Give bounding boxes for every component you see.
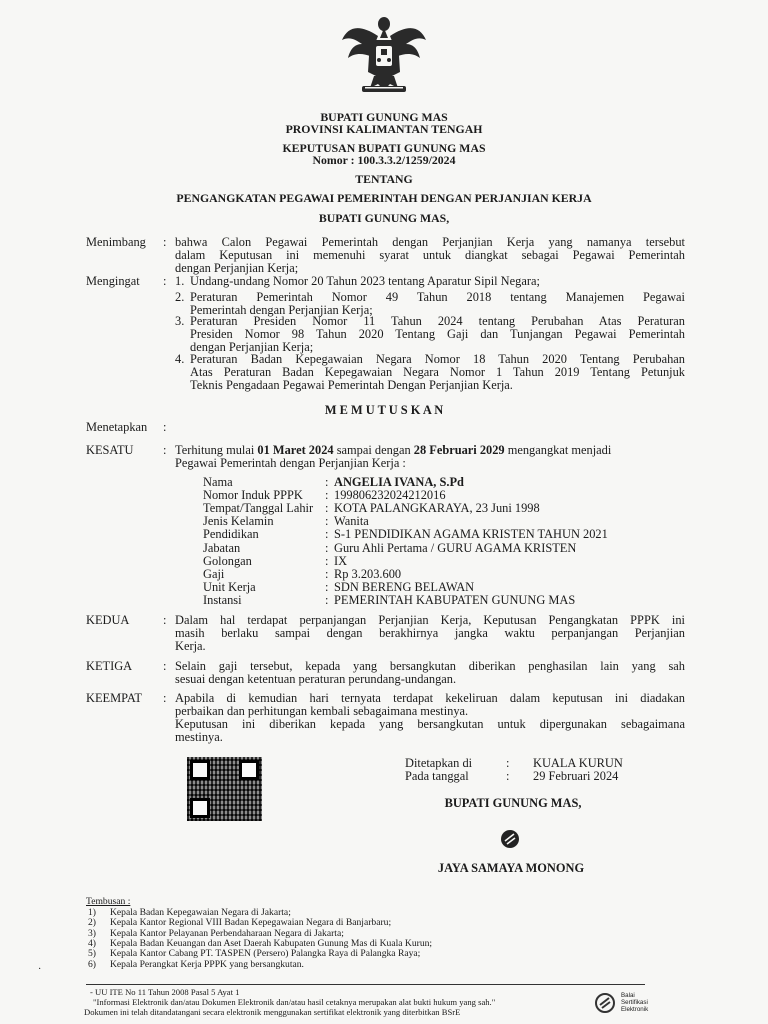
kedua-line: Kerja.	[175, 639, 206, 653]
tembusan-number: 1)	[88, 907, 96, 918]
field-label: Golongan	[203, 553, 252, 568]
menimbang-label: Menimbang	[86, 235, 146, 249]
mengingat-item: Undang-undang Nomor 20 Tahun 2023 tentang Aparatur Sipil Negara;	[190, 274, 540, 288]
field-label: Tempat/Tanggal Lahir	[203, 501, 314, 516]
qr-code	[187, 757, 262, 821]
keempat-line: mestinya.	[175, 730, 223, 744]
issuer-province: PROVINSI KALIMANTAN TENGAH	[285, 122, 483, 136]
field-colon: :	[325, 592, 329, 607]
ketiga-colon: :	[163, 659, 167, 673]
field-value: ANGELIA IVANA, S.Pd	[334, 475, 464, 489]
tembusan-number: 5)	[88, 948, 96, 960]
keempat-line: Apabila di kemudian hari ternyata terdapat kekeliruan dalam keputusan ini diadakan	[175, 691, 685, 705]
tembusan-item: Kepala Badan Keuangan dan Aset Daerah Kabupaten Gunung Mas di Kuala Kurun;	[110, 937, 433, 949]
footer-law-ref: - UU ITE No 11 Tahun 2008 Pasal 5 Ayat 1	[90, 987, 240, 997]
tembusan-number: 2)	[88, 917, 96, 929]
field-value: KOTA PALANGKARAYA, 23 Juni 1998	[334, 501, 540, 516]
mengingat-colon: :	[163, 274, 167, 288]
start-date: 01 Maret 2024	[257, 443, 334, 457]
mengingat-label: Mengingat	[86, 274, 140, 288]
field-colon: :	[325, 501, 329, 516]
decree-title: KEPUTUSAN BUPATI GUNUNG MAS	[282, 141, 486, 155]
tembusan-item: Kepala Kantor Regional VIII Badan Kepegawaian Negara di Banjarbaru;	[110, 917, 392, 929]
place-label: Ditetapkan di	[405, 756, 473, 770]
kedua-line: Dalam hal terdapat perpanjangan Perjanjian Kerja, Keputusan Pengangkatan PPPK ini	[175, 613, 685, 627]
mengingat-number: 3.	[175, 314, 185, 328]
field-colon: :	[325, 514, 329, 529]
tembusan-item: Kepala Badan Kepegawaian Negara di Jakarta;	[110, 907, 291, 918]
footer-bsre-note: Dokumen ini telah ditandatangani secara elektronik menggunakan sertifikat elektronik yang diterbitkan BSrE	[84, 1007, 461, 1017]
mengingat-item: dengan Perjanjian Kerja;	[190, 340, 314, 354]
menimbang-line: dengan Perjanjian Kerja;	[175, 261, 299, 275]
tembusan-number: 3)	[88, 927, 96, 939]
mengingat-item: Peraturan Presiden Nomor 11 Tahun 2024 tentang Perubahan Atas Peraturan	[190, 314, 685, 328]
footer-divider	[86, 984, 645, 985]
date-label: Pada tanggal	[405, 769, 469, 783]
kesatu-line2: Pegawai Pemerintah dengan Perjanjian Kerja :	[175, 456, 406, 470]
decree-number: Nomor : 100.3.3.2/1259/2024	[312, 153, 456, 167]
ketiga-label: KETIGA	[86, 659, 133, 673]
field-colon: :	[325, 579, 329, 594]
field-colon: :	[325, 540, 329, 555]
signatory-title: BUPATI GUNUNG MAS,	[444, 796, 582, 810]
bsre-logo-icon	[594, 992, 618, 1014]
field-value: IX	[334, 553, 348, 568]
electronic-signature-icon	[500, 829, 520, 849]
garuda-emblem-icon	[340, 14, 428, 98]
field-value: PEMERINTAH KABUPATEN GUNUNG MAS	[334, 592, 576, 607]
tembusan-number: 4)	[88, 937, 96, 949]
field-label: Jabatan	[203, 540, 241, 555]
field-colon: :	[325, 475, 329, 489]
kedua-line: masih berlaku sampai dengan berakhirnya jangka waktu perpanjangan Perjanjian	[175, 626, 685, 640]
tentang-heading: TENTANG	[355, 172, 413, 186]
issuer-title: BUPATI GUNUNG MAS	[320, 110, 448, 124]
field-value: Rp 3.203.600	[334, 566, 402, 581]
menimbang-colon: :	[163, 235, 167, 249]
mengingat-item: Teknis Pengadaan Pegawai Pemerintah Dengan Perjanjian Kerja.	[190, 378, 513, 392]
mengingat-item: Peraturan Pemerintah Nomor 49 Tahun 2018 tentang Manajemen Pegawai	[190, 290, 685, 304]
decree-subject: PENGANGKATAN PEGAWAI PEMERINTAH DENGAN PERJANJIAN KERJA	[176, 191, 592, 205]
field-label: Unit Kerja	[203, 579, 256, 594]
authority-line: BUPATI GUNUNG MAS,	[318, 211, 450, 225]
bsre-logo-text: Balai Sertifikasi Elektronik	[621, 992, 649, 1013]
field-colon: :	[325, 566, 329, 581]
kesatu-colon: :	[163, 443, 167, 457]
place-colon: :	[506, 756, 510, 770]
date-colon: :	[506, 769, 510, 783]
tembusan-title: Tembusan :	[86, 896, 131, 907]
ketiga-line: sesuai dengan ketentuan peraturan perundang-undangan.	[175, 672, 457, 686]
menetapkan-label: Menetapkan	[86, 420, 148, 434]
tembusan-item: Kepala Perangkat Kerja PPPK yang bersangkutan.	[110, 958, 304, 970]
field-label: Instansi	[203, 592, 242, 607]
field-label: Nama	[203, 475, 233, 489]
menimbang-line: bahwa Calon Pegawai Pemerintah dengan Perjanjian Kerja yang namanya tersebut	[175, 235, 685, 249]
field-label: Nomor Induk PPPK	[203, 488, 303, 503]
kesatu-label: KESATU	[86, 443, 134, 457]
keempat-label: KEEMPAT	[86, 691, 142, 705]
kedua-label: KEDUA	[86, 613, 130, 627]
field-value: Guru Ahli Pertama / GURU AGAMA KRISTEN	[334, 540, 577, 555]
scan-mark: ·	[38, 964, 42, 975]
kesatu-line1: Terhitung mulai 01 Maret 2024 sampai dengan 28 Februari 2029 mengangkat menjadi	[175, 443, 612, 457]
footer-quote: "Informasi Elektronik dan/atau Dokumen Elektronik dan/atau hasil cetaknya merupakan alat bukti hukum yang sah."	[93, 997, 496, 1007]
field-colon: :	[325, 527, 329, 542]
field-colon: :	[325, 553, 329, 568]
field-label: Gaji	[203, 566, 225, 581]
kedua-colon: :	[163, 613, 167, 627]
field-colon: :	[325, 488, 329, 503]
menimbang-line: dalam Keputusan ini memenuhi syarat untuk diangkat sebagai Pegawai Pemerintah	[175, 248, 685, 262]
field-value: 199806232024212016	[334, 488, 446, 503]
mengingat-number: 2.	[175, 290, 185, 304]
place-value: KUALA KURUN	[533, 756, 623, 770]
keempat-line: perbaikan dan perhitungan kembali sebagaimana mestinya.	[175, 704, 469, 718]
field-value: S-1 PENDIDIKAN AGAMA KRISTEN TAHUN 2021	[334, 527, 608, 542]
keempat-colon: :	[163, 691, 167, 705]
mengingat-number: 4.	[175, 352, 185, 366]
mengingat-item: Peraturan Badan Kepegawaian Negara Nomor 18 Tahun 2020 Tentang Perubahan	[190, 352, 685, 366]
tembusan-number: 6)	[88, 958, 96, 970]
mengingat-number: 1.	[175, 274, 185, 288]
keempat-line: Keputusan ini diberikan kepada yang bersangkutan untuk dipergunakan sebagaimana	[175, 717, 685, 731]
field-label: Pendidikan	[203, 527, 259, 542]
mengingat-item: Atas Peraturan Badan Kepegawaian Negara Nomor 1 Tahun 2019 Tentang Petunjuk	[190, 365, 685, 379]
tembusan-item: Kepala Kantor Pelayanan Perbendaharaan Negara di Jakarta;	[110, 927, 344, 939]
end-date: 28 Februari 2029	[413, 443, 505, 457]
mengingat-item: Pemerintah dengan Perjanjian Kerja;	[190, 303, 373, 317]
field-value: Wanita	[334, 514, 369, 529]
field-value: SDN BERENG BELAWAN	[334, 579, 475, 594]
field-label: Jenis Kelamin	[203, 514, 274, 529]
tembusan-item: Kepala Kantor Cabang PT. TASPEN (Persero) Palangka Raya di Palangka Raya;	[110, 948, 421, 960]
ketiga-line: Selain gaji tersebut, kepada yang bersangkutan diberikan penghasilan lain yang sah	[175, 659, 685, 673]
memutuskan-heading: M E M U T U S K A N	[324, 403, 444, 417]
mengingat-item: Presiden Nomor 98 Tahun 2020 Tentang Gaji dan Tunjangan Pegawai Pemerintah	[190, 327, 685, 341]
menetapkan-colon: :	[163, 420, 167, 434]
date-value: 29 Februari 2024	[533, 769, 619, 783]
signatory-name: JAYA SAMAYA MONONG	[437, 861, 585, 875]
